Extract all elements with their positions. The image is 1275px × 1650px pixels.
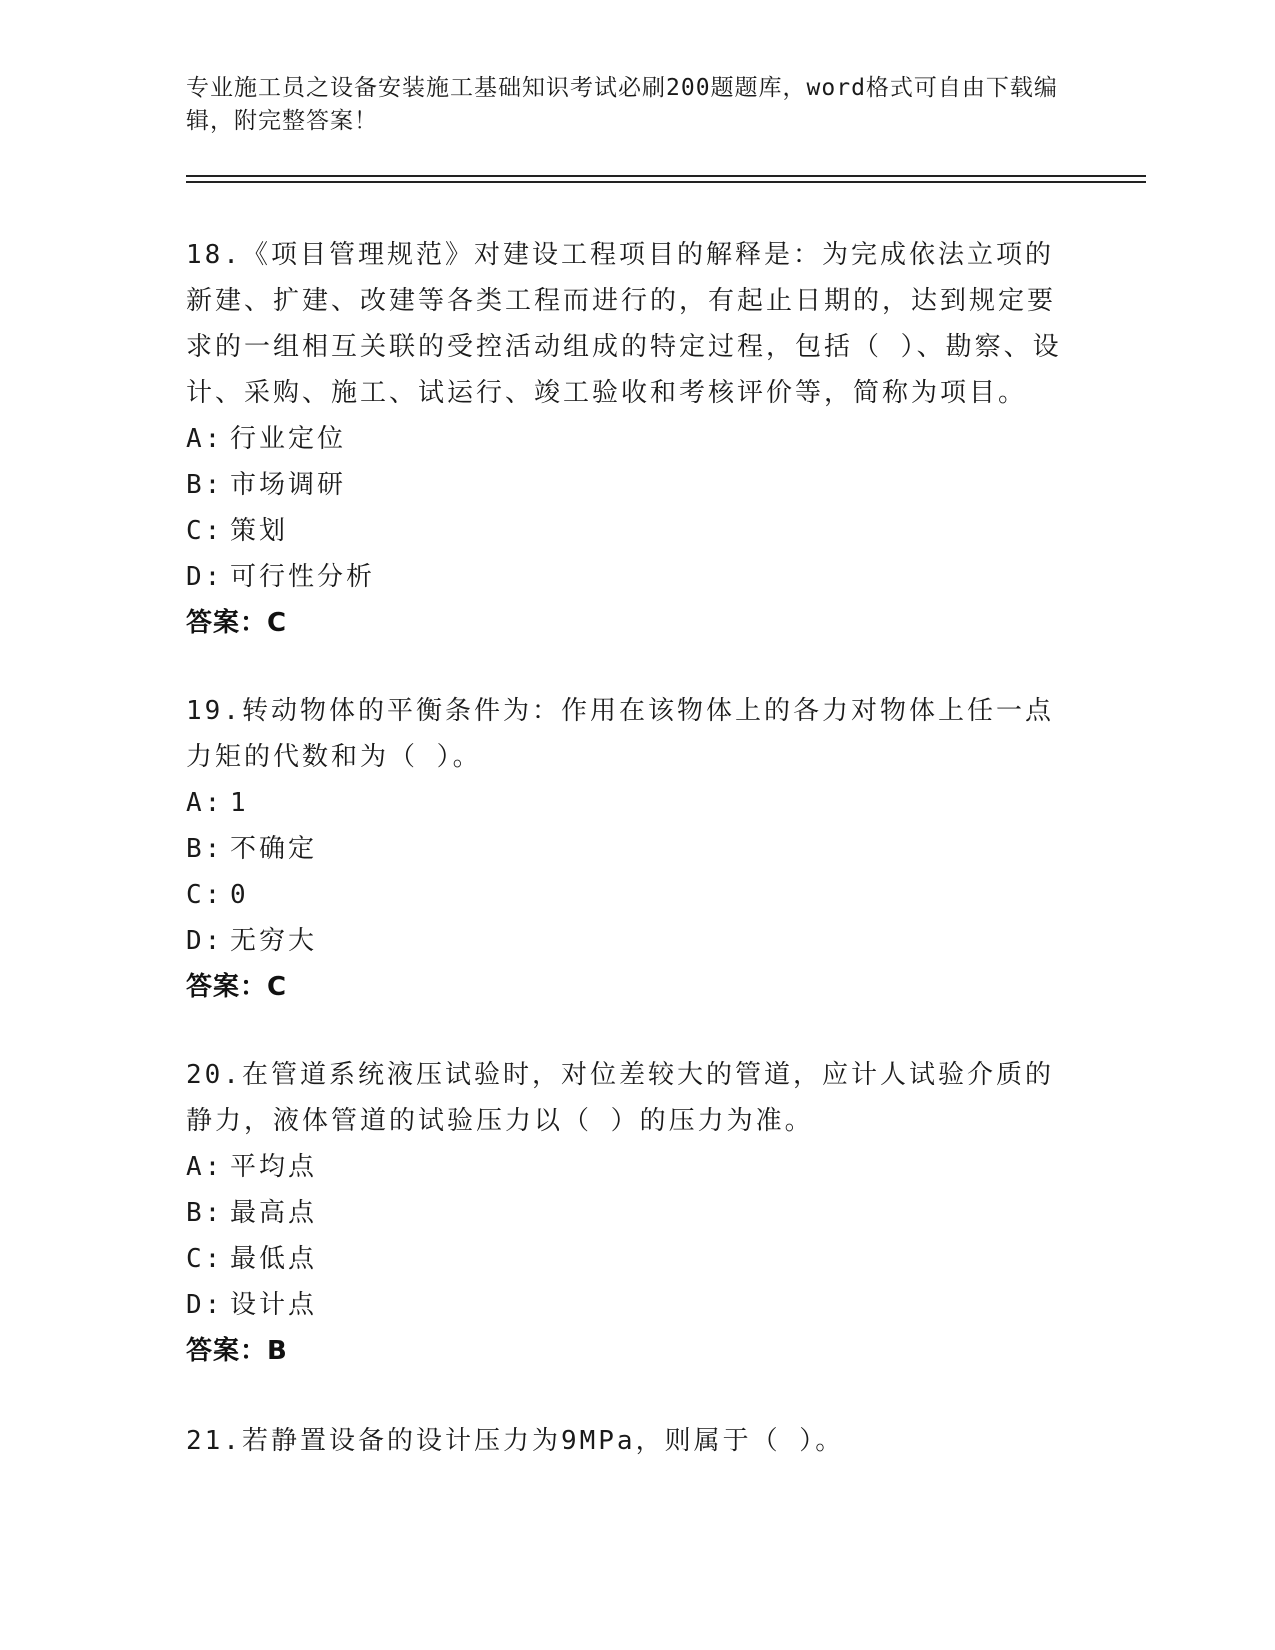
document-header	[186, 72, 1066, 138]
option-key: B:	[186, 470, 224, 500]
option-a	[186, 416, 1066, 462]
question-18	[186, 232, 1066, 646]
option-text: 1	[230, 788, 249, 818]
option-text: 不确定	[230, 834, 318, 864]
option-b	[186, 1190, 1066, 1236]
question-text: 21.若静置设备的设计压力为9MPa，则属于（ ）。	[186, 1426, 845, 1456]
option-c	[186, 508, 1066, 554]
option-text: 最高点	[230, 1198, 318, 1228]
option-text: 市场调研	[230, 470, 347, 500]
option-key: D:	[186, 562, 224, 592]
option-b	[186, 462, 1066, 508]
answer-line: 答案：C	[186, 972, 288, 1002]
option-key: D:	[186, 1290, 224, 1320]
option-a	[186, 780, 1066, 826]
header-title: 专业施工员之设备安装施工基础知识考试必刷200题题库，word格式可自由下载编辑，附完整答案！	[186, 75, 1058, 134]
header-divider-bottom	[186, 181, 1146, 183]
question-text: 20.在管道系统液压试验时，对位差较大的管道，应计人试验介质的静力，液体管道的试验压力以（ ）的压力为准。	[186, 1060, 1054, 1136]
option-list	[186, 1144, 1066, 1328]
option-key: B:	[186, 834, 224, 864]
option-text: 无穷大	[230, 926, 318, 956]
question-19	[186, 688, 1066, 1010]
option-key: C:	[186, 880, 224, 910]
option-key: C:	[186, 516, 224, 546]
answer-line: 答案：C	[186, 608, 288, 638]
option-key: A:	[186, 788, 224, 818]
option-key: B:	[186, 1198, 224, 1228]
option-text: 最低点	[230, 1244, 318, 1274]
option-text: 策划	[230, 516, 289, 546]
option-key: A:	[186, 424, 224, 454]
option-key: C:	[186, 1244, 224, 1274]
option-text: 行业定位	[230, 424, 347, 454]
option-key: A:	[186, 1152, 224, 1182]
option-list	[186, 780, 1066, 964]
option-key: D:	[186, 926, 224, 956]
option-b	[186, 826, 1066, 872]
question-text: 19.转动物体的平衡条件为：作用在该物体上的各力对物体上任一点力矩的代数和为（ ）。	[186, 696, 1054, 772]
option-a	[186, 1144, 1066, 1190]
option-text: 可行性分析	[230, 562, 376, 592]
answer-line: 答案：B	[186, 1336, 288, 1366]
question-20	[186, 1052, 1066, 1374]
option-d	[186, 554, 1066, 600]
option-text: 0	[230, 880, 249, 910]
question-21	[186, 1418, 1066, 1464]
option-list	[186, 416, 1066, 600]
option-text: 平均点	[230, 1152, 318, 1182]
option-c	[186, 872, 1066, 918]
option-d	[186, 1282, 1066, 1328]
option-d	[186, 918, 1066, 964]
option-c	[186, 1236, 1066, 1282]
header-divider-top	[186, 175, 1146, 177]
option-text: 设计点	[230, 1290, 318, 1320]
question-text: 18.《项目管理规范》对建设工程项目的解释是：为完成依法立项的新建、扩建、改建等各类工程而进行的，有起止日期的，达到规定要求的一组相互关联的受控活动组成的特定过程，包括（ ）、勘察、设计、采购、施工、试运行、竣工验收和考核评价等，简称为项目。	[186, 240, 1062, 408]
